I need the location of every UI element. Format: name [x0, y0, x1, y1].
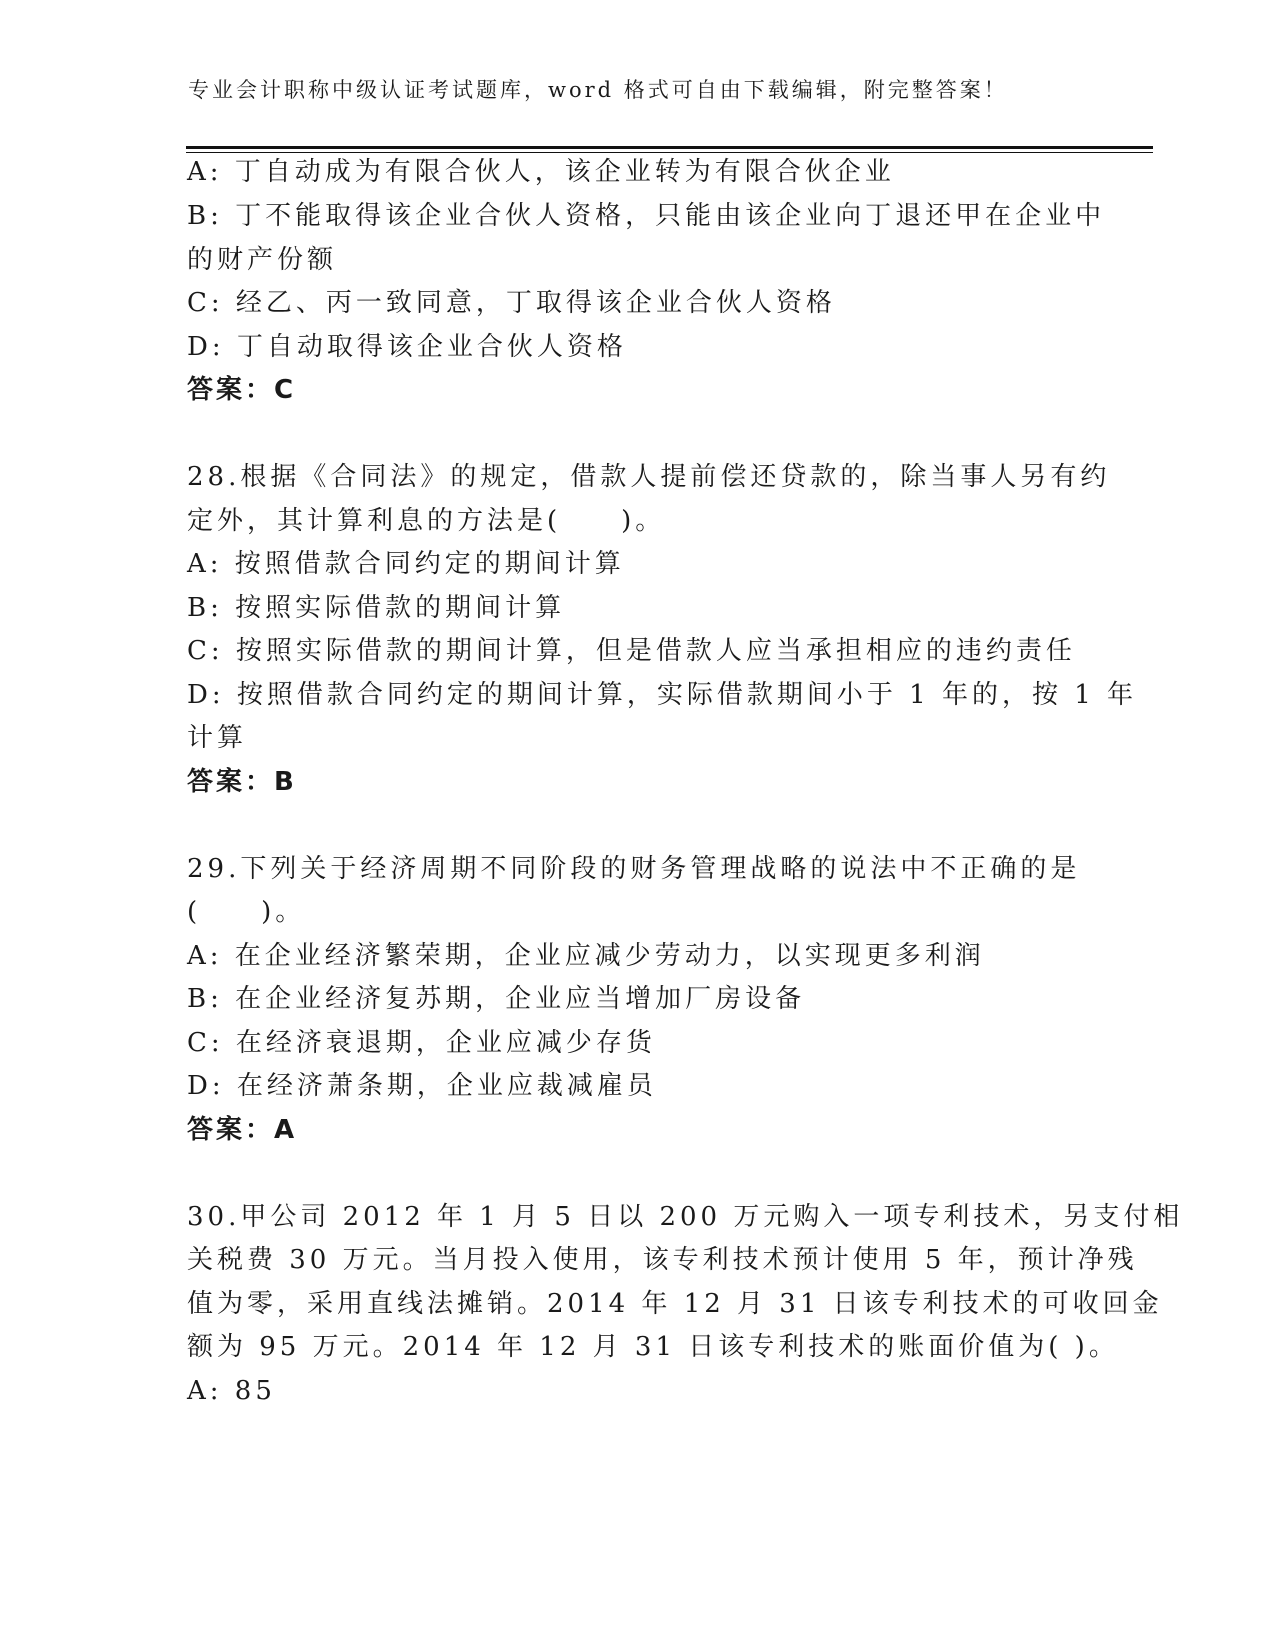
q29-option-d: D: 在经济萧条期，企业应裁减雇员	[187, 1071, 657, 1101]
q27-answer: 答案：C	[187, 375, 297, 405]
q30-option-a: A: 85	[187, 1376, 276, 1406]
q30-stem-line2: 关税费 30 万元。当月投入使用，该专利技术预计使用 5 年，预计净残	[187, 1245, 1138, 1275]
q30-stem-line1: 30.甲公司 2012 年 1 月 5 日以 200 万元购入一项专利技术，另支付相	[187, 1202, 1184, 1232]
q29-stem-line2: ( )。	[187, 897, 306, 927]
q29-stem-line1: 29.下列关于经济周期不同阶段的财务管理战略的说法中不正确的是	[187, 854, 1081, 884]
q28-option-d-line1: D: 按照借款合同约定的期间计算，实际借款期间小于 1 年的，按 1 年	[187, 680, 1138, 710]
q27-option-c: C: 经乙、丙一致同意，丁取得该企业合伙人资格	[187, 288, 836, 318]
q28-option-b: B: 按照实际借款的期间计算	[187, 593, 566, 623]
header-rule-thin	[186, 152, 1153, 153]
q27-option-d: D: 丁自动取得该企业合伙人资格	[187, 332, 627, 362]
q27-option-a: A: 丁自动成为有限合伙人，该企业转为有限合伙企业	[187, 157, 895, 187]
q29-option-c: C: 在经济衰退期，企业应减少存货	[187, 1028, 656, 1058]
header-rule-thick	[186, 146, 1153, 149]
q29-option-a: A: 在企业经济繁荣期，企业应减少劳动力，以实现更多利润	[187, 941, 985, 971]
q28-stem-line2: 定外，其计算利息的方法是( )。	[187, 506, 666, 536]
q28-stem-line1: 28.根据《合同法》的规定，借款人提前偿还贷款的，除当事人另有约	[187, 462, 1111, 492]
q28-option-c: C: 按照实际借款的期间计算，但是借款人应当承担相应的违约责任	[187, 636, 1076, 666]
q27-option-b-line1: B: 丁不能取得该企业合伙人资格，只能由该企业向丁退还甲在企业中	[187, 201, 1106, 231]
page-header: 专业会计职称中级认证考试题库，word 格式可自由下载编辑，附完整答案！	[188, 78, 1008, 102]
q28-answer: 答案：B	[187, 767, 297, 797]
q30-stem-line4: 额为 95 万元。2014 年 12 月 31 日该专利技术的账面价值为( )。	[187, 1332, 1119, 1362]
q28-option-d-line2: 计算	[187, 723, 248, 753]
q29-answer: 答案：A	[187, 1115, 298, 1145]
q27-option-b-line2: 的财产份额	[187, 245, 338, 275]
q29-option-b: B: 在企业经济复苏期，企业应当增加厂房设备	[187, 984, 806, 1014]
q30-stem-line3: 值为零，采用直线法摊销。2014 年 12 月 31 日该专利技术的可收回金	[187, 1289, 1163, 1319]
q28-option-a: A: 按照借款合同约定的期间计算	[187, 549, 625, 579]
